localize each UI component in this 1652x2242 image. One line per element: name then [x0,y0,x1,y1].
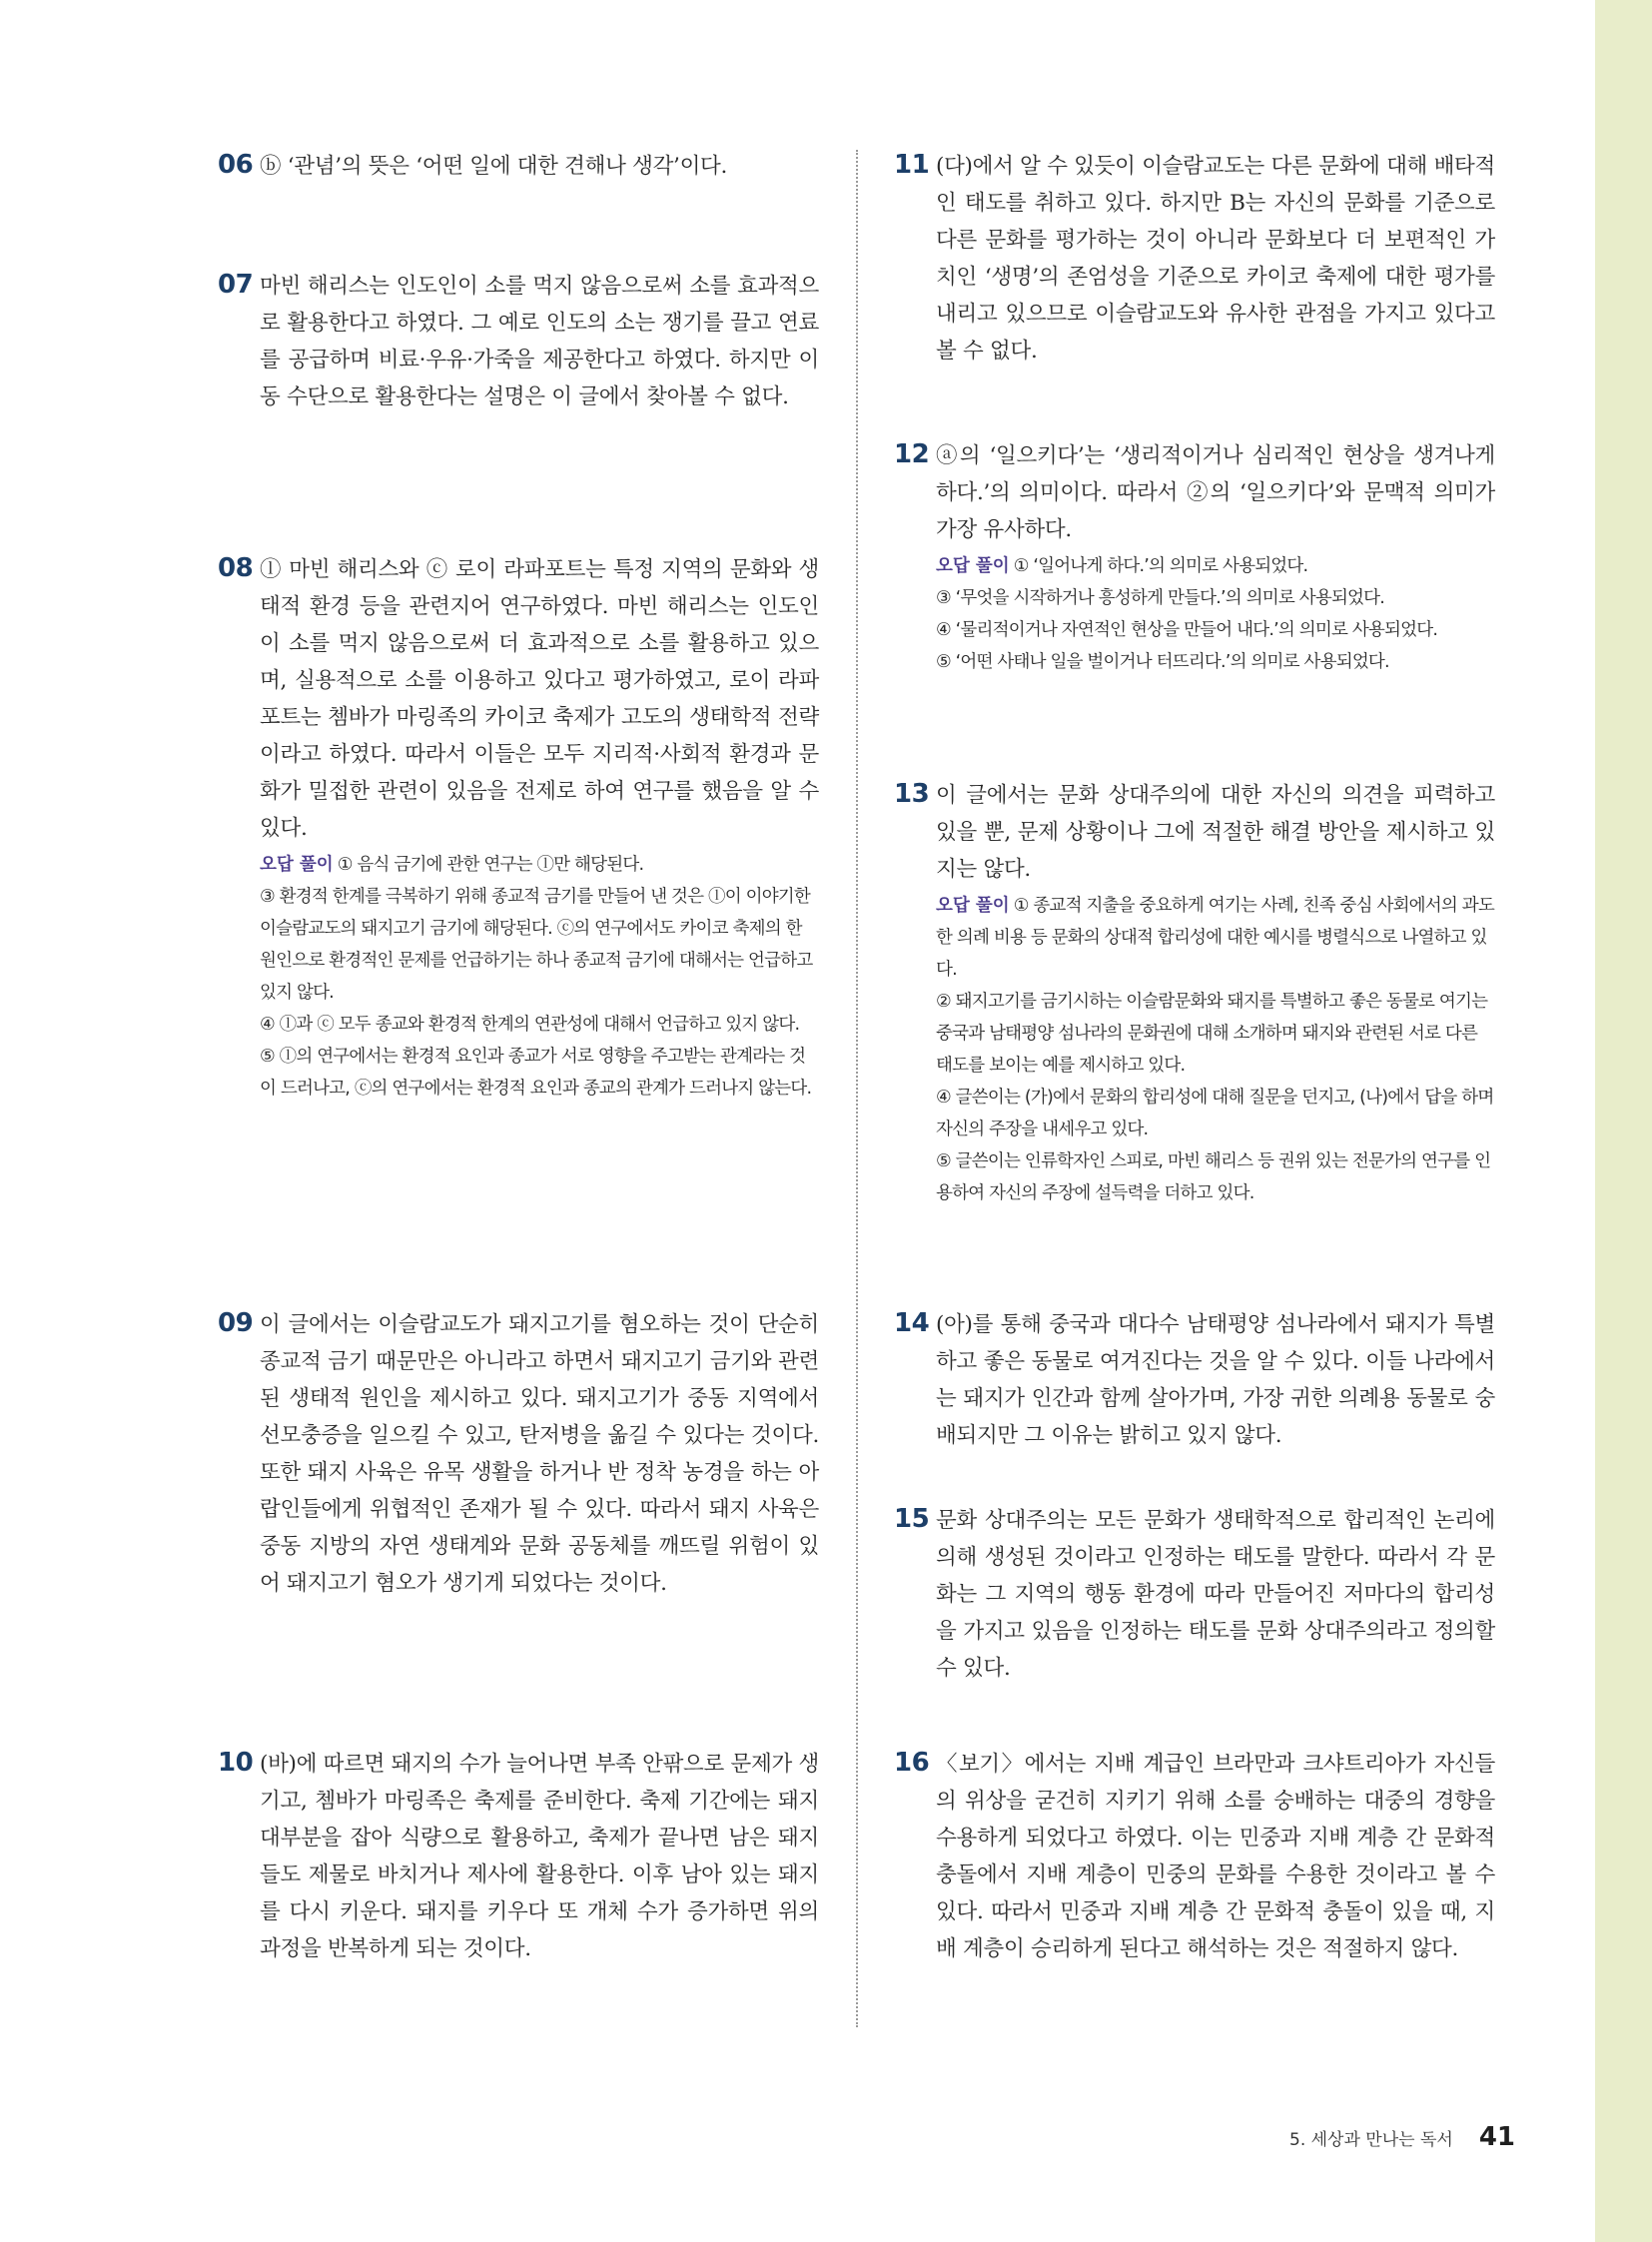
answer-item-09 [220,1306,819,1602]
note-line: ⑤ ⓛ의 연구에서는 환경적 요인과 종교가 서로 영향을 주고받는 관계라는 것이 드러나고, ⓒ의 연구에서는 환경적 요인과 종교의 관계가 드러나지 않는다. [260,1047,812,1099]
item-number: 16 [894,1748,930,1778]
item-number: 15 [894,1504,930,1534]
answer-item-10 [220,1746,819,1967]
answer-item-06 [220,148,819,185]
item-number: 07 [218,270,254,300]
note-line: ① 종교적 지출을 중요하게 여기는 사례, 친족 중심 사회에서의 과도한 의례 비용 등 문화의 상대적 합리성에 대한 예시를 병렬식으로 나열하고 있다. [936,896,1494,980]
answer-item-11 [896,148,1495,370]
item-number: 10 [218,1748,254,1778]
item-text: 마빈 해리스는 인도인이 소를 먹지 않음으로써 소를 효과적으로 활용한다고 하였다. 그 예로 인도의 소는 쟁기를 끌고 연료를 공급하며 비료·우유·가죽을 제공한다고 하였다. 하지만 이동 수단으로 활용한다는 설명은 이 글에서 찾아볼 수 없다. [260,274,819,409]
note-line: ⑤ ‘어떤 사태나 일을 벌이거나 터뜨리다.’의 의미로 사용되었다. [936,652,1389,672]
item-number: 14 [894,1308,930,1338]
answer-item-12 [896,437,1495,678]
item-number: 13 [894,779,930,809]
answer-item-07 [220,268,819,415]
item-number: 09 [218,1308,254,1338]
wrong-answer-note [936,890,1495,1209]
note-line: ② 돼지고기를 금기시하는 이슬람문화와 돼지를 특별하고 좋은 동물로 여기는 중국과 남태평양 섬나라의 문화권에 대해 소개하며 돼지와 관련된 서로 다른 태도를 보이는 예를 제시하고 있다. [936,992,1488,1076]
item-text: ⓛ 마빈 해리스와 ⓒ 로이 라파포트는 특정 지역의 문화와 생태적 환경 등을 관련지어 연구하였다. 마빈 해리스는 인도인이 소를 먹지 않음으로써 더 효과적으로 소를 활용하고 있으며, 실용적으로 소를 이용하고 있다고 평가하였고, 로이 라파포트는 쳄바가 마링족의 카이코 축제가 고도의 생태학적 전략이라고 하였다. 따라서 이들은 모두 지리적·사회적 환경과 문화가 밀접한 관련이 있음을 전제로 하여 연구를 했음을 알 수 있다. [260,557,819,841]
item-text: ⓐ의 ‘일으키다’는 ‘생리적이거나 심리적인 현상을 생겨나게 하다.’의 의미이다. 따라서 ②의 ‘일으키다’와 문맥적 의미가 가장 유사하다. [936,443,1495,542]
note-tag: 오답 풀이 [936,896,1010,916]
item-number: 12 [894,439,930,469]
note-line: ③ ‘무엇을 시작하거나 흥성하게 만들다.’의 의미로 사용되었다. [936,588,1385,608]
item-text: (다)에서 알 수 있듯이 이슬람교도는 다른 문화에 대해 배타적인 태도를 취하고 있다. 하지만 B는 자신의 문화를 기준으로 다른 문화를 평가하는 것이 아니라 문화보다 더 보편적인 가치인 ‘생명’의 존엄성을 기준으로 카이코 축제에 대한 평가를 내리고 있으므로 이슬람교도와 유사한 관점을 가지고 있다고 볼 수 없다. [936,154,1495,364]
note-tag: 오답 풀이 [260,855,334,875]
wrong-answer-note [936,550,1495,678]
page-number: 41 [1478,2122,1515,2152]
answer-item-14 [896,1306,1495,1454]
item-text: 〈보기〉에서는 지배 계급인 브라만과 크샤트리아가 자신들의 위상을 굳건히 지키기 위해 소를 숭배하는 대중의 경향을 수용하게 되었다고 하였다. 이는 민중과 지배 계층 간 문화적 충돌에서 지배 계층이 민중의 문화를 수용한 것이라고 볼 수 있다. 따라서 민중과 지배 계층 간 문화적 충돌이 있을 때, 지배 계층이 승리하게 된다고 해석하는 것은 적절하지 않다. [936,1752,1495,1961]
note-tag: 오답 풀이 [936,556,1010,576]
note-line: ④ 글쓴이는 (가)에서 문화의 합리성에 대해 질문을 던지고, (나)에서 답을 하며 자신의 주장을 내세우고 있다. [936,1088,1494,1139]
item-text: 이 글에서는 문화 상대주의에 대한 자신의 의견을 피력하고 있을 뿐, 문제 상황이나 그에 적절한 해결 방안을 제시하고 있지는 않다. [936,783,1495,882]
answer-item-16 [896,1746,1495,1967]
item-number: 06 [218,150,254,180]
note-line: ① ‘일어나게 하다.’의 의미로 사용되었다. [1013,556,1308,576]
item-number: 08 [218,553,254,583]
side-color-band [1595,0,1652,2242]
answer-item-15 [896,1502,1495,1687]
item-text: 문화 상대주의는 모든 문화가 생태학적으로 합리적인 논리에 의해 생성된 것이라고 인정하는 태도를 말한다. 따라서 각 문화는 그 지역의 행동 환경에 따라 만들어진 저마다의 합리성을 가지고 있음을 인정하는 태도를 문화 상대주의라고 정의할 수 있다. [936,1508,1495,1681]
item-number: 11 [894,150,930,180]
section-title: 5. 세상과 만나는 독서 [1289,2130,1453,2150]
note-line: ③ 환경적 한계를 극복하기 위해 종교적 금기를 만들어 낸 것은 ⓛ이 이야기한 이슬람교도의 돼지고기 금기에 해당된다. ⓒ의 연구에서도 카이코 축제의 한 원인으로 환경적인 문제를 언급하기는 하나 종교적 금기에 대해서는 언급하고 있지 않다. [260,887,813,1003]
answer-item-08 [220,551,819,1105]
column-divider [856,150,858,2027]
note-line: ④ ‘물리적이거나 자연적인 현상을 만들어 내다.’의 의미로 사용되었다. [936,620,1438,640]
item-text: (바)에 따르면 돼지의 수가 늘어나면 부족 안팎으로 문제가 생기고, 쳄바가 마링족은 축제를 준비한다. 축제 기간에는 돼지 대부분을 잡아 식량으로 활용하고, 축제가 끝나면 남은 돼지들도 제물로 바치거나 제사에 활용한다. 이후 남아 있는 돼지를 다시 키운다. 돼지를 키우다 또 개체 수가 증가하면 위의 과정을 반복하게 되는 것이다. [260,1752,819,1961]
answer-item-13 [896,777,1495,1209]
page-footer [1289,2122,1515,2152]
item-text: 이 글에서는 이슬람교도가 돼지고기를 혐오하는 것이 단순히 종교적 금기 때문만은 아니라고 하면서 돼지고기 금기와 관련된 생태적 원인을 제시하고 있다. 돼지고기가 중동 지역에서 선모충증을 일으킬 수 있고, 탄저병을 옮길 수 있다는 것이다. 또한 돼지 사육은 유목 생활을 하거나 반 정착 농경을 하는 아랍인들에게 위협적인 존재가 될 수 있다. 따라서 돼지 사육은 중동 지방의 자연 생태계와 문화 공동체를 깨뜨릴 위험이 있어 돼지고기 혐오가 생기게 되었다는 것이다. [260,1312,819,1596]
item-text: (아)를 통해 중국과 대다수 남태평양 섬나라에서 돼지가 특별하고 좋은 동물로 여겨진다는 것을 알 수 있다. 이들 나라에서는 돼지가 인간과 함께 살아가며, 가장 귀한 의례용 동물로 숭배되지만 그 이유는 밝히고 있지 않다. [936,1312,1495,1448]
note-line: ⑤ 글쓴이는 인류학자인 스피로, 마빈 해리스 등 권위 있는 전문가의 연구를 인용하여 자신의 주장에 설득력을 더하고 있다. [936,1151,1491,1203]
note-line: ④ ⓛ과 ⓒ 모두 종교와 환경적 한계의 연관성에 대해서 언급하고 있지 않다. [260,1015,800,1035]
item-text: ⓑ ‘관념’의 뜻은 ‘어떤 일에 대한 견해나 생각’이다. [260,154,728,179]
wrong-answer-note [260,849,819,1105]
note-line: ① 음식 금기에 관한 연구는 ⓛ만 해당된다. [337,855,644,875]
